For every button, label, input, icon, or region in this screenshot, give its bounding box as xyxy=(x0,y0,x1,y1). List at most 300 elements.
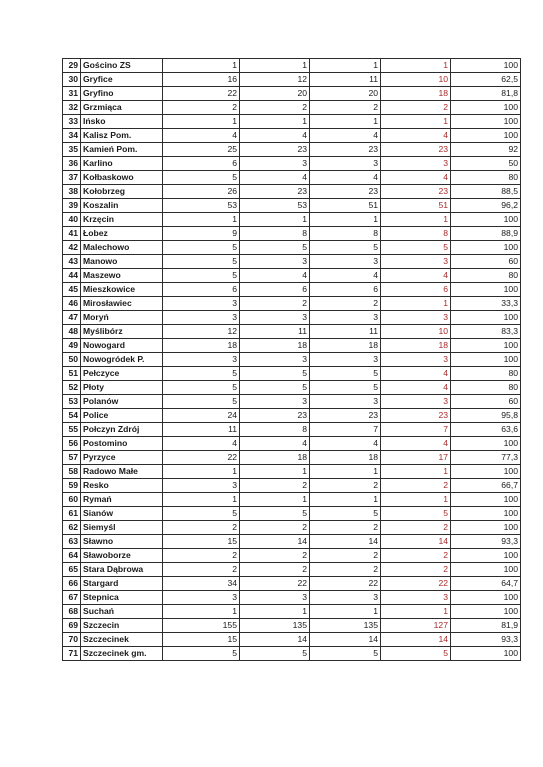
value-col-3: 11 xyxy=(310,73,381,87)
value-col-4: 1 xyxy=(381,465,451,479)
value-col-4: 3 xyxy=(381,157,451,171)
value-col-4: 51 xyxy=(381,199,451,213)
value-col-2: 3 xyxy=(240,311,310,325)
value-col-4: 23 xyxy=(381,143,451,157)
value-col-3: 23 xyxy=(310,409,381,423)
value-col-3: 23 xyxy=(310,185,381,199)
percentage-cell: 100 xyxy=(451,129,521,143)
table-row xyxy=(63,395,521,409)
table-row xyxy=(63,297,521,311)
value-col-1: 5 xyxy=(163,507,240,521)
value-col-4: 5 xyxy=(381,647,451,661)
percentage-cell: 88,5 xyxy=(451,185,521,199)
table-row xyxy=(63,283,521,297)
value-col-2: 18 xyxy=(240,451,310,465)
value-col-4: 7 xyxy=(381,423,451,437)
row-number: 39 xyxy=(63,199,81,213)
municipality-name: Płoty xyxy=(81,381,163,395)
value-col-2: 2 xyxy=(240,101,310,115)
value-col-1: 3 xyxy=(163,479,240,493)
percentage-cell: 100 xyxy=(451,311,521,325)
value-col-3: 1 xyxy=(310,115,381,129)
row-number: 63 xyxy=(63,535,81,549)
percentage-cell: 100 xyxy=(451,507,521,521)
table-row xyxy=(63,451,521,465)
value-col-2: 23 xyxy=(240,185,310,199)
municipality-name: Mieszkowice xyxy=(81,283,163,297)
value-col-3: 2 xyxy=(310,479,381,493)
value-col-1: 1 xyxy=(163,493,240,507)
value-col-2: 4 xyxy=(240,171,310,185)
value-col-4: 2 xyxy=(381,549,451,563)
value-col-1: 9 xyxy=(163,227,240,241)
table-row xyxy=(63,87,521,101)
municipality-name: Nowogard xyxy=(81,339,163,353)
municipality-name: Sianów xyxy=(81,507,163,521)
value-col-2: 11 xyxy=(240,325,310,339)
value-col-4: 14 xyxy=(381,535,451,549)
value-col-4: 1 xyxy=(381,115,451,129)
value-col-1: 5 xyxy=(163,241,240,255)
value-col-3: 3 xyxy=(310,311,381,325)
value-col-1: 3 xyxy=(163,591,240,605)
row-number: 31 xyxy=(63,87,81,101)
row-number: 49 xyxy=(63,339,81,353)
table-row xyxy=(63,577,521,591)
row-number: 62 xyxy=(63,521,81,535)
municipality-name: Szczecinek xyxy=(81,633,163,647)
row-number: 38 xyxy=(63,185,81,199)
value-col-2: 5 xyxy=(240,241,310,255)
percentage-cell: 80 xyxy=(451,381,521,395)
row-number: 32 xyxy=(63,101,81,115)
value-col-4: 4 xyxy=(381,171,451,185)
value-col-3: 1 xyxy=(310,493,381,507)
row-number: 30 xyxy=(63,73,81,87)
municipality-name: Stara Dąbrowa xyxy=(81,563,163,577)
table-row xyxy=(63,493,521,507)
value-col-3: 14 xyxy=(310,535,381,549)
value-col-3: 18 xyxy=(310,451,381,465)
table-row xyxy=(63,619,521,633)
value-col-3: 18 xyxy=(310,339,381,353)
value-col-2: 12 xyxy=(240,73,310,87)
row-number: 65 xyxy=(63,563,81,577)
table-row xyxy=(63,171,521,185)
percentage-cell: 83,3 xyxy=(451,325,521,339)
row-number: 50 xyxy=(63,353,81,367)
value-col-1: 2 xyxy=(163,101,240,115)
value-col-4: 18 xyxy=(381,87,451,101)
row-number: 71 xyxy=(63,647,81,661)
percentage-cell: 95,8 xyxy=(451,409,521,423)
value-col-1: 2 xyxy=(163,549,240,563)
row-number: 52 xyxy=(63,381,81,395)
municipality-name: Kołobrzeg xyxy=(81,185,163,199)
value-col-4: 18 xyxy=(381,339,451,353)
value-col-4: 4 xyxy=(381,381,451,395)
percentage-cell: 100 xyxy=(451,339,521,353)
value-col-4: 14 xyxy=(381,633,451,647)
table-row xyxy=(63,521,521,535)
row-number: 45 xyxy=(63,283,81,297)
value-col-2: 5 xyxy=(240,381,310,395)
percentage-cell: 100 xyxy=(451,563,521,577)
table-row xyxy=(63,507,521,521)
value-col-4: 8 xyxy=(381,227,451,241)
percentage-cell: 33,3 xyxy=(451,297,521,311)
percentage-cell: 100 xyxy=(451,437,521,451)
table-row xyxy=(63,101,521,115)
value-col-1: 22 xyxy=(163,451,240,465)
value-col-3: 4 xyxy=(310,437,381,451)
municipality-name: Kołbaskowo xyxy=(81,171,163,185)
row-number: 35 xyxy=(63,143,81,157)
value-col-1: 25 xyxy=(163,143,240,157)
value-col-4: 3 xyxy=(381,395,451,409)
value-col-4: 3 xyxy=(381,255,451,269)
percentage-cell: 96,2 xyxy=(451,199,521,213)
municipality-name: Resko xyxy=(81,479,163,493)
value-col-4: 1 xyxy=(381,297,451,311)
percentage-cell: 100 xyxy=(451,549,521,563)
value-col-1: 2 xyxy=(163,563,240,577)
municipality-name: Siemyśl xyxy=(81,521,163,535)
percentage-cell: 63,6 xyxy=(451,423,521,437)
value-col-1: 1 xyxy=(163,465,240,479)
table-row xyxy=(63,157,521,171)
table-row xyxy=(63,241,521,255)
value-col-2: 2 xyxy=(240,297,310,311)
value-col-2: 1 xyxy=(240,493,310,507)
value-col-4: 1 xyxy=(381,493,451,507)
municipality-name: Suchań xyxy=(81,605,163,619)
percentage-cell: 92 xyxy=(451,143,521,157)
value-col-4: 23 xyxy=(381,409,451,423)
value-col-2: 1 xyxy=(240,115,310,129)
value-col-2: 3 xyxy=(240,353,310,367)
value-col-1: 5 xyxy=(163,255,240,269)
value-col-1: 6 xyxy=(163,157,240,171)
percentage-cell: 100 xyxy=(451,591,521,605)
percentage-cell: 81,8 xyxy=(451,87,521,101)
row-number: 58 xyxy=(63,465,81,479)
municipality-name: Rymań xyxy=(81,493,163,507)
value-col-4: 2 xyxy=(381,521,451,535)
municipality-name: Koszalin xyxy=(81,199,163,213)
municipality-name: Kamień Pom. xyxy=(81,143,163,157)
table-row xyxy=(63,325,521,339)
percentage-cell: 100 xyxy=(451,115,521,129)
value-col-3: 5 xyxy=(310,381,381,395)
row-number: 70 xyxy=(63,633,81,647)
value-col-4: 5 xyxy=(381,507,451,521)
value-col-2: 2 xyxy=(240,479,310,493)
row-number: 54 xyxy=(63,409,81,423)
value-col-3: 2 xyxy=(310,549,381,563)
municipality-name: Stepnica xyxy=(81,591,163,605)
value-col-1: 6 xyxy=(163,283,240,297)
row-number: 57 xyxy=(63,451,81,465)
value-col-4: 3 xyxy=(381,311,451,325)
municipality-name: Manowo xyxy=(81,255,163,269)
municipality-name: Pełczyce xyxy=(81,367,163,381)
municipality-name: Moryń xyxy=(81,311,163,325)
table-body xyxy=(63,59,521,661)
value-col-1: 5 xyxy=(163,171,240,185)
municipality-name: Mirosławiec xyxy=(81,297,163,311)
value-col-4: 4 xyxy=(381,367,451,381)
percentage-cell: 62,5 xyxy=(451,73,521,87)
percentage-cell: 100 xyxy=(451,493,521,507)
value-col-2: 2 xyxy=(240,521,310,535)
table-row xyxy=(63,381,521,395)
value-col-2: 2 xyxy=(240,549,310,563)
value-col-4: 1 xyxy=(381,213,451,227)
value-col-1: 2 xyxy=(163,521,240,535)
value-col-1: 1 xyxy=(163,115,240,129)
table-row xyxy=(63,143,521,157)
value-col-2: 20 xyxy=(240,87,310,101)
value-col-3: 4 xyxy=(310,171,381,185)
table-row xyxy=(63,255,521,269)
municipality-name: Sławoborze xyxy=(81,549,163,563)
value-col-2: 14 xyxy=(240,633,310,647)
table-row xyxy=(63,129,521,143)
value-col-1: 4 xyxy=(163,129,240,143)
percentage-cell: 80 xyxy=(451,171,521,185)
row-number: 61 xyxy=(63,507,81,521)
value-col-1: 5 xyxy=(163,367,240,381)
table-row xyxy=(63,227,521,241)
row-number: 48 xyxy=(63,325,81,339)
value-col-2: 1 xyxy=(240,605,310,619)
value-col-2: 8 xyxy=(240,227,310,241)
value-col-1: 1 xyxy=(163,59,240,73)
percentage-cell: 64,7 xyxy=(451,577,521,591)
row-number: 55 xyxy=(63,423,81,437)
value-col-3: 20 xyxy=(310,87,381,101)
value-col-3: 1 xyxy=(310,605,381,619)
value-col-2: 8 xyxy=(240,423,310,437)
value-col-1: 155 xyxy=(163,619,240,633)
row-number: 40 xyxy=(63,213,81,227)
value-col-4: 22 xyxy=(381,577,451,591)
value-col-2: 3 xyxy=(240,395,310,409)
table-row xyxy=(63,591,521,605)
value-col-4: 4 xyxy=(381,269,451,283)
municipality-name: Postomino xyxy=(81,437,163,451)
municipality-name: Nowogródek P. xyxy=(81,353,163,367)
percentage-cell: 60 xyxy=(451,395,521,409)
value-col-2: 2 xyxy=(240,563,310,577)
table-row xyxy=(63,185,521,199)
municipality-name: Myślibórz xyxy=(81,325,163,339)
value-col-2: 5 xyxy=(240,647,310,661)
value-col-1: 3 xyxy=(163,311,240,325)
row-number: 47 xyxy=(63,311,81,325)
value-col-1: 26 xyxy=(163,185,240,199)
value-col-3: 8 xyxy=(310,227,381,241)
table-row xyxy=(63,633,521,647)
table-row xyxy=(63,199,521,213)
value-col-2: 4 xyxy=(240,129,310,143)
table-row xyxy=(63,339,521,353)
value-col-4: 10 xyxy=(381,325,451,339)
percentage-cell: 93,3 xyxy=(451,535,521,549)
value-col-1: 5 xyxy=(163,395,240,409)
row-number: 43 xyxy=(63,255,81,269)
table-row xyxy=(63,549,521,563)
value-col-4: 1 xyxy=(381,605,451,619)
value-col-4: 127 xyxy=(381,619,451,633)
value-col-3: 11 xyxy=(310,325,381,339)
value-col-1: 34 xyxy=(163,577,240,591)
percentage-cell: 80 xyxy=(451,269,521,283)
value-col-3: 135 xyxy=(310,619,381,633)
value-col-2: 18 xyxy=(240,339,310,353)
value-col-1: 3 xyxy=(163,297,240,311)
table-row xyxy=(63,367,521,381)
value-col-2: 135 xyxy=(240,619,310,633)
value-col-1: 5 xyxy=(163,647,240,661)
value-col-3: 23 xyxy=(310,143,381,157)
municipality-name: Sławno xyxy=(81,535,163,549)
value-col-2: 1 xyxy=(240,59,310,73)
value-col-4: 2 xyxy=(381,101,451,115)
row-number: 37 xyxy=(63,171,81,185)
value-col-3: 5 xyxy=(310,507,381,521)
value-col-3: 2 xyxy=(310,101,381,115)
value-col-1: 12 xyxy=(163,325,240,339)
municipality-name: Maszewo xyxy=(81,269,163,283)
value-col-1: 3 xyxy=(163,353,240,367)
value-col-1: 4 xyxy=(163,437,240,451)
value-col-1: 11 xyxy=(163,423,240,437)
value-col-4: 2 xyxy=(381,563,451,577)
value-col-3: 1 xyxy=(310,59,381,73)
table-row xyxy=(63,563,521,577)
municipality-name: Połczyn Zdrój xyxy=(81,423,163,437)
value-col-1: 16 xyxy=(163,73,240,87)
municipality-name: Gryfice xyxy=(81,73,163,87)
table-row xyxy=(63,353,521,367)
percentage-cell: 81,9 xyxy=(451,619,521,633)
municipality-name: Łobez xyxy=(81,227,163,241)
value-col-2: 5 xyxy=(240,367,310,381)
municipality-name: Police xyxy=(81,409,163,423)
row-number: 64 xyxy=(63,549,81,563)
value-col-3: 51 xyxy=(310,199,381,213)
value-col-2: 1 xyxy=(240,213,310,227)
percentage-cell: 100 xyxy=(451,283,521,297)
value-col-3: 22 xyxy=(310,577,381,591)
value-col-1: 5 xyxy=(163,269,240,283)
value-col-1: 1 xyxy=(163,605,240,619)
value-col-4: 1 xyxy=(381,59,451,73)
table-row xyxy=(63,311,521,325)
row-number: 66 xyxy=(63,577,81,591)
value-col-3: 2 xyxy=(310,297,381,311)
row-number: 33 xyxy=(63,115,81,129)
value-col-4: 4 xyxy=(381,129,451,143)
value-col-2: 53 xyxy=(240,199,310,213)
row-number: 59 xyxy=(63,479,81,493)
percentage-cell: 60 xyxy=(451,255,521,269)
municipality-name: Pyrzyce xyxy=(81,451,163,465)
value-col-2: 4 xyxy=(240,269,310,283)
value-col-1: 15 xyxy=(163,535,240,549)
value-col-2: 1 xyxy=(240,465,310,479)
row-number: 46 xyxy=(63,297,81,311)
row-number: 44 xyxy=(63,269,81,283)
row-number: 56 xyxy=(63,437,81,451)
value-col-1: 5 xyxy=(163,381,240,395)
value-col-2: 3 xyxy=(240,157,310,171)
table-row xyxy=(63,269,521,283)
percentage-cell: 93,3 xyxy=(451,633,521,647)
percentage-cell: 100 xyxy=(451,101,521,115)
value-col-3: 14 xyxy=(310,633,381,647)
percentage-cell: 50 xyxy=(451,157,521,171)
data-table xyxy=(62,58,521,661)
value-col-3: 3 xyxy=(310,157,381,171)
municipality-name: Gryfino xyxy=(81,87,163,101)
row-number: 68 xyxy=(63,605,81,619)
value-col-2: 5 xyxy=(240,507,310,521)
value-col-3: 4 xyxy=(310,269,381,283)
percentage-cell: 100 xyxy=(451,353,521,367)
value-col-2: 23 xyxy=(240,143,310,157)
value-col-2: 23 xyxy=(240,409,310,423)
value-col-3: 1 xyxy=(310,465,381,479)
municipality-name: Krzęcin xyxy=(81,213,163,227)
municipality-name: Grzmiąca xyxy=(81,101,163,115)
percentage-cell: 77,3 xyxy=(451,451,521,465)
table-row xyxy=(63,409,521,423)
value-col-3: 3 xyxy=(310,255,381,269)
table-row xyxy=(63,59,521,73)
row-number: 29 xyxy=(63,59,81,73)
value-col-1: 22 xyxy=(163,87,240,101)
table-row xyxy=(63,605,521,619)
value-col-4: 3 xyxy=(381,591,451,605)
value-col-3: 5 xyxy=(310,647,381,661)
municipality-name: Polanów xyxy=(81,395,163,409)
percentage-cell: 100 xyxy=(451,521,521,535)
value-col-4: 17 xyxy=(381,451,451,465)
value-col-3: 5 xyxy=(310,367,381,381)
percentage-cell: 100 xyxy=(451,59,521,73)
municipality-name: Stargard xyxy=(81,577,163,591)
value-col-1: 18 xyxy=(163,339,240,353)
percentage-cell: 80 xyxy=(451,367,521,381)
value-col-4: 4 xyxy=(381,437,451,451)
percentage-cell: 100 xyxy=(451,647,521,661)
row-number: 34 xyxy=(63,129,81,143)
municipality-name: Ińsko xyxy=(81,115,163,129)
value-col-2: 3 xyxy=(240,591,310,605)
table-row xyxy=(63,213,521,227)
table-row xyxy=(63,73,521,87)
value-col-3: 5 xyxy=(310,241,381,255)
value-col-3: 2 xyxy=(310,563,381,577)
value-col-3: 3 xyxy=(310,591,381,605)
value-col-3: 6 xyxy=(310,283,381,297)
row-number: 60 xyxy=(63,493,81,507)
value-col-4: 6 xyxy=(381,283,451,297)
row-number: 36 xyxy=(63,157,81,171)
